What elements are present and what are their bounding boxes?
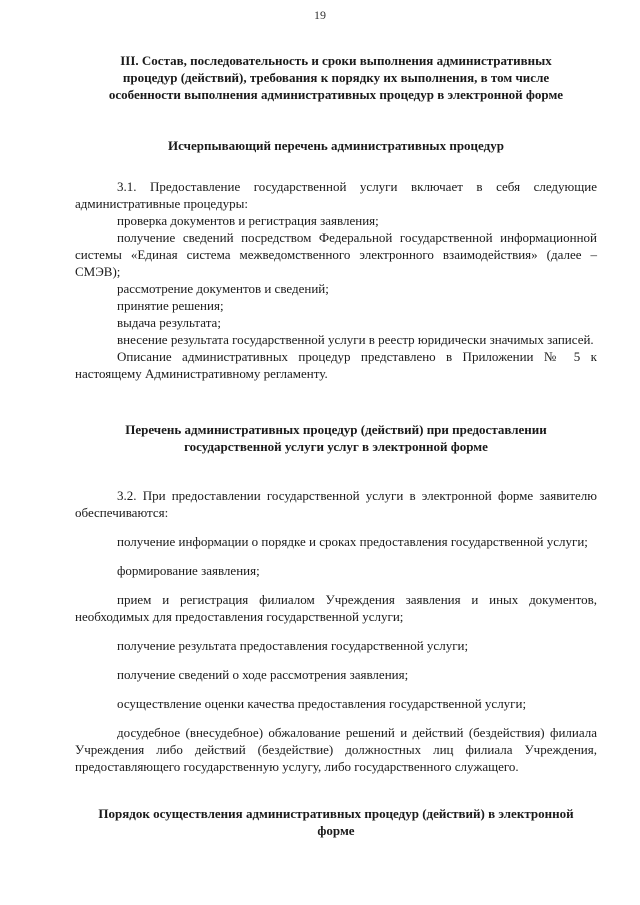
electronic-procedures-body xyxy=(75,487,597,787)
list-item: прием и регистрация филиалом Учреждения заявления и иных документов, необходимых для предоставления государственной услуги; xyxy=(75,592,597,624)
paragraph-3-1-intro: 3.1. Предоставление государственной услуги включает в себя следующие административные процедуры: xyxy=(75,179,597,211)
list-item: получение сведений посредством Федеральной государственной информационной системы «Единая система межведомственного электронного взаимодействия» (далее – СМЭВ); xyxy=(75,230,597,279)
paragraph-appendix-note: Описание административных процедур представлено в Приложении № 5 к настоящему Административному регламенту. xyxy=(75,349,597,381)
list-item: принятие решения; xyxy=(117,298,224,313)
subsection-title-line: форме xyxy=(317,823,355,838)
subsection-title-procedures-list xyxy=(75,137,597,154)
list-item: выдача результата; xyxy=(117,315,221,330)
list-item: проверка документов и регистрация заявления; xyxy=(117,213,379,228)
section-title-line: III. Состав, последовательность и сроки выполнения административных xyxy=(120,53,552,68)
subsection-title-line: Перечень административных процедур (действий) при предоставлении xyxy=(125,422,547,437)
paragraph-3-2-intro: 3.2. При предоставлении государственной услуги в электронной форме заявителю обеспечиваются: xyxy=(75,488,597,520)
list-item: получение информации о порядке и сроках предоставления государственной услуги; xyxy=(117,534,588,549)
subsection-title-electronic-order xyxy=(75,805,597,839)
procedures-list-body xyxy=(75,178,597,382)
list-item: получение результата предоставления государственной услуги; xyxy=(117,638,469,653)
subsection-title-electronic-procedures xyxy=(75,421,597,455)
list-item: осуществление оценки качества предоставления государственной услуги; xyxy=(117,696,527,711)
list-item: досудебное (внесудебное) обжалование решений и действий (бездействия) филиала Учреждения либо действий (бездействие) должностных лиц филиала Учреждения, предоставляющего государственную услугу, либо государственного служащего. xyxy=(75,725,597,774)
section-title xyxy=(75,52,597,103)
list-item: получение сведений о ходе рассмотрения заявления; xyxy=(117,667,409,682)
list-item: рассмотрение документов и сведений; xyxy=(117,281,329,296)
subsection-title-line: Исчерпывающий перечень административных процедур xyxy=(168,138,504,153)
subsection-title-line: Порядок осуществления административных процедур (действий) в электронной xyxy=(98,806,574,821)
list-item: формирование заявления; xyxy=(117,563,260,578)
page-number: 19 xyxy=(314,8,326,22)
section-title-line: процедур (действий), требования к порядку их выполнения, в том числе xyxy=(122,70,550,85)
section-title-line: особенности выполнения административных процедур в электронной форме xyxy=(108,87,564,102)
subsection-title-line: государственной услуги услуг в электронной форме xyxy=(184,439,488,454)
list-item: внесение результата государственной услуги в реестр юридически значимых записей. xyxy=(117,332,594,347)
